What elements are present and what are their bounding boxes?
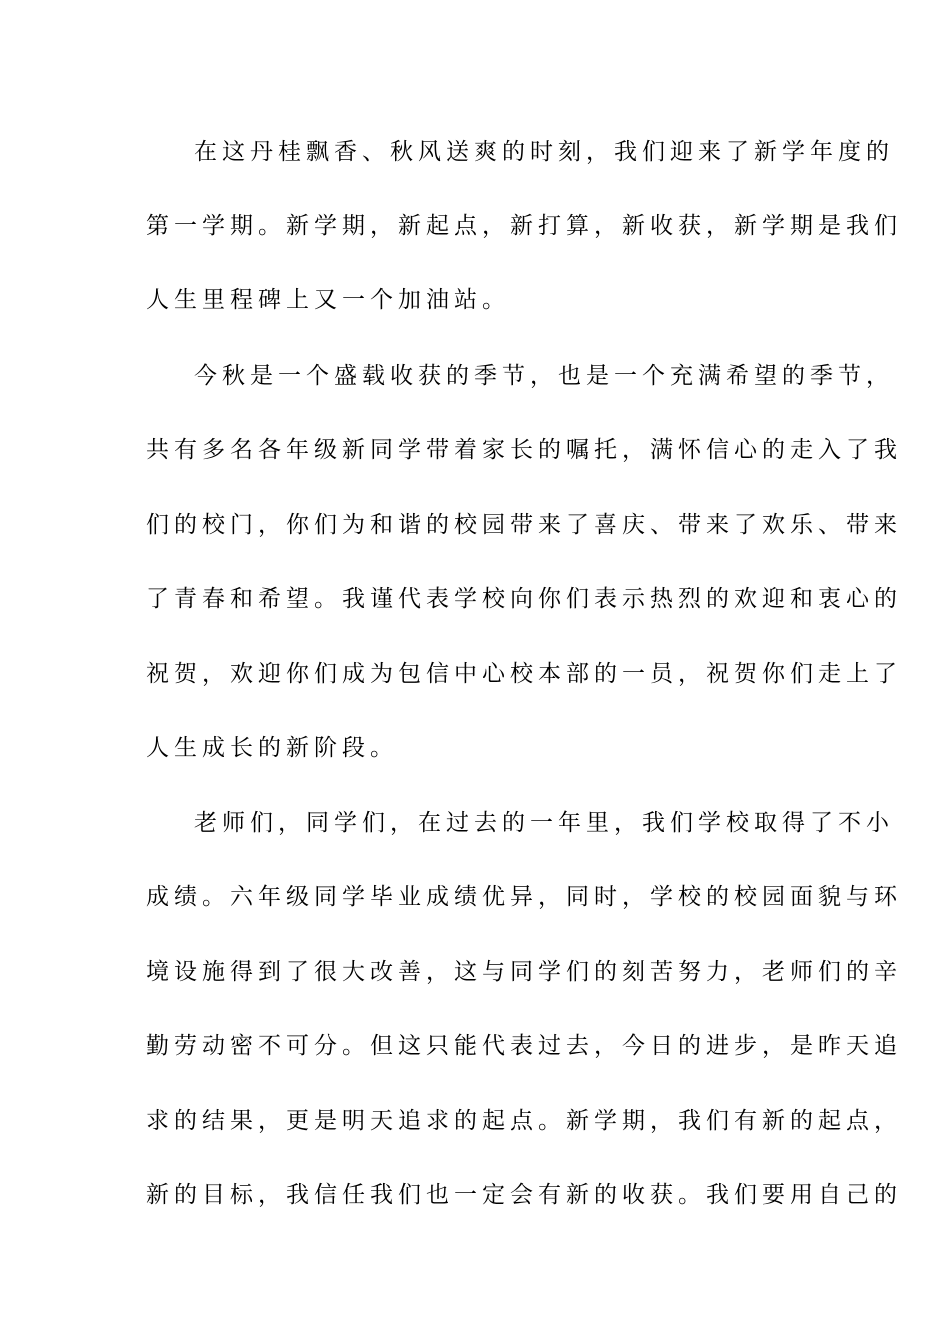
text-line: 祝贺，欢迎你们成为包信中心校本部的一员，祝贺你们走上了 [146,661,902,687]
text-line: 今秋是一个盛载收获的季节，也是一个充满希望的季节， [194,363,894,389]
text-line: 成绩。六年级同学毕业成绩优异，同时，学校的校园面貌与环 [146,884,902,910]
text-line: 老师们，同学们，在过去的一年里，我们学校取得了不小 [194,810,894,836]
text-line: 境设施得到了很大改善，这与同学们的刻苦努力，老师们的辛 [146,959,902,985]
text-line: 们的校门，你们为和谐的校园带来了喜庆、带来了欢乐、带来 [146,512,902,538]
text-line: 新的目标，我信任我们也一定会有新的收获。我们要用自己的 [146,1182,902,1208]
text-line: 求的结果，更是明天追求的起点。新学期，我们有新的起点， [146,1108,902,1134]
text-line: 第一学期。新学期，新起点，新打算，新收获，新学期是我们 [146,213,902,239]
text-line: 勤劳动密不可分。但这只能代表过去，今日的进步，是昨天追 [146,1033,902,1059]
text-line: 人生成长的新阶段。 [146,735,398,761]
text-line: 共有多名各年级新同学带着家长的嘱托，满怀信心的走入了我 [146,437,902,463]
text-line: 在这丹桂飘香、秋风送爽的时刻，我们迎来了新学年度的 [194,139,894,165]
text-line: 了青春和希望。我谨代表学校向你们表示热烈的欢迎和衷心的 [146,586,902,612]
text-line: 人生里程碑上又一个加油站。 [146,287,510,313]
